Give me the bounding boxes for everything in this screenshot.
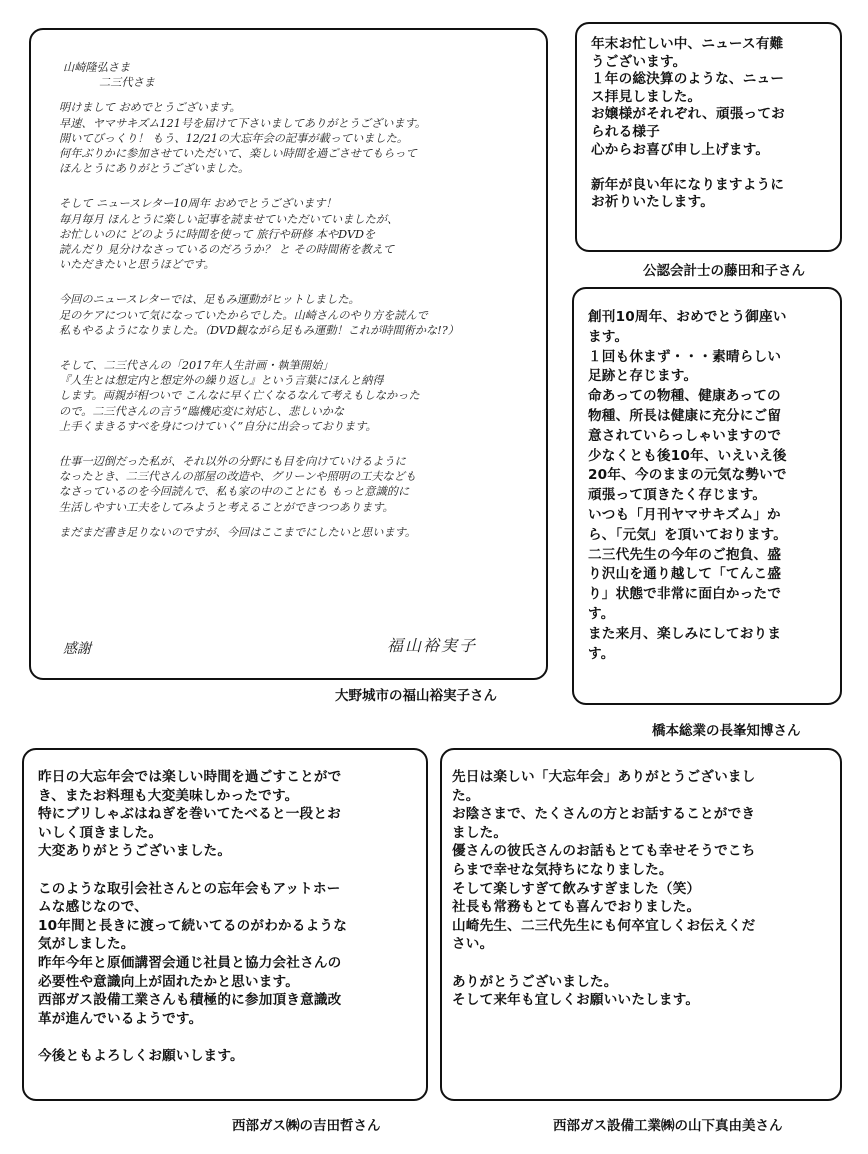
message-box-fujita: [575, 22, 842, 252]
message-line: 二三代先生の今年のご抱負、盛: [588, 546, 782, 563]
message-line: す。: [588, 645, 615, 662]
message-line: ます。: [588, 328, 629, 345]
message-line: 社長も常務もとても喜んでおりました。: [452, 899, 701, 916]
message-line: り」状態で非常に面白かったで: [588, 586, 782, 603]
message-line: このような取引会社さんとの忘年会もアットホー: [38, 880, 341, 897]
letter-line: 仕事一辺倒だった私が、それ以外の分野にも目を向けていけるように: [59, 455, 406, 469]
message-line: また来月、楽しみにしておりま: [588, 625, 782, 642]
letter-line: なさっているのを今回読んで、私も家の中のことにも もっと意識的に: [59, 485, 410, 499]
message-line: １回も休まず・・・素晴らしい: [588, 348, 782, 365]
message-line: さい。: [452, 936, 494, 953]
letter-line: そして、二三代さんの「2017年人生計画・執筆開始」: [59, 359, 334, 373]
message-line: うございます。: [591, 53, 687, 70]
message-line: らまで幸せな気持ちになりました。: [452, 861, 673, 878]
message-line: 20年、今のままの元気な勢いで: [588, 467, 787, 484]
message-line: いしく頂きました。: [38, 824, 163, 841]
caption-yamashita: 西部ガス設備工業㈱の山下真由美さん: [553, 1118, 783, 1134]
letter-line: 明けまして おめでとうございます。: [59, 101, 241, 115]
caption-yoshida: 西部ガス㈱の吉田哲さん: [232, 1118, 381, 1134]
letter-line: 読んだり 見分けなさっているのだろうか？ と その時間術を教えて: [59, 243, 395, 257]
letter-body: [59, 60, 529, 540]
message-line: 昨日の大忘年会では楽しい時間を過ごすことがで: [38, 769, 342, 785]
letter-line: まだまだ書き足りないのですが、今回はここまでにしたいと思います。: [59, 525, 417, 539]
letter-line: 毎月毎月 ほんとうに楽しい記事を読ませていただいていましたが、: [59, 212, 399, 226]
message-line: り沢山を通り越して「てんこ盛: [588, 566, 782, 583]
message-line: 10年間と長きに渡って続いてるのがわかるような: [38, 917, 347, 934]
letter-line: 早速、ヤマサキズム121号を届けて下さいましてありがとうございます。: [59, 116, 427, 130]
message-line: ムな感じなので、: [38, 899, 149, 916]
letter-line: ほんとうにありがとうございました。: [59, 162, 250, 176]
message-line: お嬢様がそれぞれ、頑張ってお: [591, 106, 785, 123]
handwritten-letter: [29, 28, 548, 680]
addressee-2: 二三代さま: [99, 76, 155, 90]
letter-line: 私もやるようになりました。（DVD観ながら足もみ運動！これが時間術かな!?）: [59, 323, 459, 337]
caption-fujita: 公認会計士の藤田和子さん: [643, 263, 805, 279]
message-line: られる様子: [591, 123, 660, 140]
message-fujita: [591, 36, 831, 212]
letter-line: なったとき、二三代さんの部屋の改造や、グリーンや照明の工夫なども: [59, 470, 417, 484]
message-line: 命あっての物種、健康あっての: [588, 388, 781, 405]
letter-line: ので。二三代さんの言う“臨機応変に対応し、悲しいかな: [59, 404, 345, 418]
message-line: 年末お忙しい中、ニュース有難: [591, 36, 784, 52]
letter-line: 今回のニュースレターでは、足もみ運動がヒットしました。: [59, 293, 360, 307]
message-line: 頑張って頂きたく存じます。: [588, 487, 767, 504]
letter-line: します。両親が相ついで こんなに早く亡くなるなんて考えもしなかった: [59, 389, 420, 403]
message-line: 大変ありがとうございました。: [38, 843, 232, 860]
message-yamashita: [452, 768, 838, 1010]
letter-line: 何年ぶりかに参加させていただいて、楽しい時間を過ごさせてもらって: [59, 147, 417, 161]
message-box-yamashita: [440, 748, 842, 1101]
letter-line: 『人生とは想定内と想定外の繰り返し』という言葉にほんと納得: [59, 374, 384, 388]
message-line: １年の総決算のような、ニュー: [591, 71, 785, 88]
message-yoshida: [38, 768, 422, 1066]
message-box-yoshida: [22, 748, 428, 1101]
message-line: 物種、所長は健康に充分にご留: [588, 407, 782, 424]
message-line: 特にブリしゃぶはねぎを巻いてたべると一段とお: [38, 806, 341, 823]
message-line: 必要性や意識向上が固れたかと思います。: [38, 973, 299, 990]
caption-nagamine: 橋本総業の長峯知博さん: [652, 723, 801, 739]
message-line: 創刊10周年、おめでとう御座い: [588, 309, 787, 325]
message-line: お陰さまで、たくさんの方とお話することができ: [452, 806, 756, 823]
message-line: ス拝見しました。: [591, 88, 702, 105]
letter-line: 開いてびっくり！ もう、12/21の大忘年会の記事が載っていました。: [59, 131, 409, 145]
message-line: 山崎先生、二三代先生にも何卒宜しくお伝えくだ: [452, 917, 756, 934]
message-line: 革が進んでいるようです。: [38, 1010, 203, 1027]
message-line: ありがとうございました。: [452, 973, 618, 990]
message-line: 心からお喜び申し上げます。: [591, 141, 770, 158]
message-line: す。: [588, 605, 615, 622]
message-line: 意されていらっしゃいますので: [588, 427, 782, 444]
message-line: そして来年も宜しくお願いいたします。: [452, 992, 700, 1009]
caption-fukuyama: 大野城市の福山裕実子さん: [335, 688, 497, 704]
message-line: ら、「元気」を頂いております。: [588, 526, 788, 543]
message-line: そして楽しすぎて飲みすぎました（笑）: [452, 880, 701, 897]
letter-line: お忙しいのに どのように時間を使って 旅行や研修 本やDVDを: [59, 227, 376, 241]
letter-line: いただきたいと思うほどです。: [59, 258, 215, 272]
message-line: 昨年今年と原価講習会通じ社員と協力会社さんの: [38, 954, 342, 971]
message-line: き、またお料理も大変美味しかったです。: [38, 787, 299, 804]
letter-signature: 福山裕実子: [387, 636, 478, 655]
addressee-1: 山崎隆弘さま: [63, 61, 131, 74]
message-line: 優さんの彼氏さんのお話もとても幸せそうでこち: [452, 843, 756, 860]
message-line: 新年が良い年になりますように: [591, 176, 785, 193]
message-line: た。: [452, 787, 480, 804]
message-line: お祈りいたします。: [591, 194, 715, 211]
message-line: 少なくとも後10年、いえいえ後: [588, 447, 787, 464]
message-line: 西部ガス設備工業さんも積極的に参加頂き意識改: [38, 992, 342, 1009]
message-line: 足跡と存じます。: [588, 368, 698, 385]
letter-closing: 感謝: [63, 641, 91, 657]
message-line: 気がしました。: [38, 936, 135, 953]
message-line: ました。: [452, 824, 508, 841]
message-line: 先日は楽しい「大忘年会」ありがとうございまし: [452, 769, 756, 785]
message-nagamine: [588, 308, 834, 664]
letter-line: 足のケアについて気になっていたからでした。山崎さんのやり方を読んで: [59, 308, 428, 322]
message-box-nagamine: [572, 287, 842, 705]
letter-line: そして ニュースレター10周年 おめでとうございます！: [59, 197, 337, 211]
letter-line: 生活しやすい工夫をしてみようと考えることができつつあります。: [59, 500, 394, 514]
message-line: 今後ともよろしくお願いします。: [38, 1047, 244, 1064]
message-line: いつも「月刊ヤマサキズム」か: [588, 506, 781, 523]
letter-line: 上手くまきるすべを身につけていく”自分に出会っております。: [59, 419, 377, 433]
